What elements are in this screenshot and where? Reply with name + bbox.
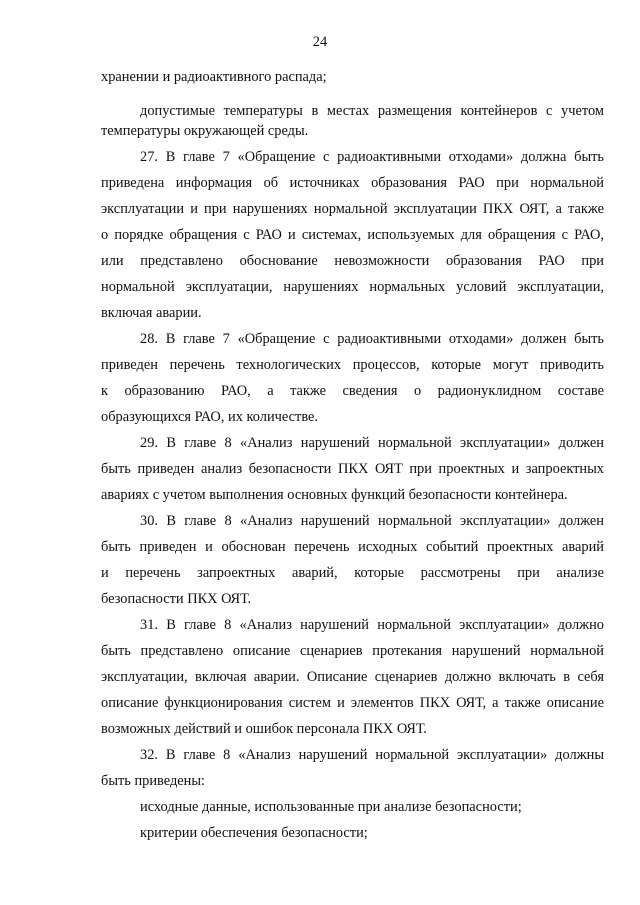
- text-line: и перечень запроектных аварий, которые рассмотрены при анализе: [101, 565, 604, 581]
- text-line: быть приведен анализ безопасности ПКХ ОЯТ при проектных и запроектных: [101, 461, 604, 477]
- text-line: описание функционирования систем и элементов ПКХ ОЯТ, а также описание: [101, 695, 604, 711]
- text-line: 28. В главе 7 «Обращение с радиоактивными отходами» должен быть: [140, 331, 604, 347]
- text-line: приведена информация об источниках образования РАО при нормальной: [101, 175, 604, 191]
- text-line: 32. В главе 8 «Анализ нарушений нормальной эксплуатации» должны: [140, 747, 604, 763]
- text-line: 27. В главе 7 «Обращение с радиоактивными отходами» должна быть: [140, 149, 604, 165]
- text-line: быть приведены:: [101, 773, 206, 789]
- text-line: эксплуатации, включая аварии. Описание сценариев должно включать в себя: [101, 669, 604, 685]
- text-line: 31. В главе 8 «Анализ нарушений нормальной эксплуатации» должно: [140, 617, 604, 633]
- page-number: 24: [312, 34, 328, 50]
- text-line: возможных действий и ошибок персонала ПКХ ОЯТ.: [101, 721, 427, 737]
- text-line: температуры окружающей среды.: [101, 123, 309, 139]
- text-line: авариях с учетом выполнения основных функций безопасности контейнера.: [101, 487, 568, 503]
- text-line: критерии обеспечения безопасности;: [140, 825, 368, 841]
- text-line: 30. В главе 8 «Анализ нарушений нормальной эксплуатации» должен: [140, 513, 604, 529]
- text-line: быть приведен и обоснован перечень исходных событий проектных аварий: [101, 539, 604, 555]
- text-line: исходные данные, использованные при анализе безопасности;: [140, 799, 522, 815]
- text-line: образующихся РАО, их количестве.: [101, 409, 319, 425]
- text-line: быть представлено описание сценариев протекания нарушений нормальной: [101, 643, 604, 659]
- text-line: или представлено обоснование невозможности образования РАО при: [101, 253, 604, 269]
- text-line: включая аварии.: [101, 305, 202, 321]
- text-line: нормальной эксплуатации, нарушениях нормальных условий эксплуатации,: [101, 279, 604, 295]
- text-line: к образованию РАО, а также сведения о радионуклидном составе: [101, 383, 604, 399]
- text-line: приведен перечень технологических процессов, которые могут приводить: [101, 357, 604, 373]
- text-line: эксплуатации и при нарушениях нормальной эксплуатации ПКХ ОЯТ, а также: [101, 201, 604, 217]
- text-line: о порядке обращения с РАО и системах, используемых для обращения с РАО,: [101, 227, 604, 243]
- text-line: безопасности ПКХ ОЯТ.: [101, 591, 252, 607]
- text-line: хранении и радиоактивного распада;: [101, 69, 327, 85]
- text-line: допустимые температуры в местах размещения контейнеров с учетом: [140, 103, 604, 119]
- text-line: 29. В главе 8 «Анализ нарушений нормальной эксплуатации» должен: [140, 435, 604, 451]
